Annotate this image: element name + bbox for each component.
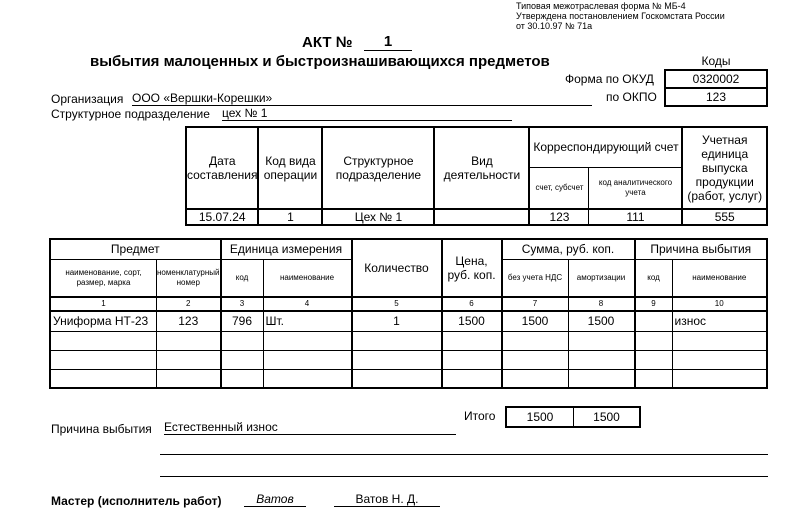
master-name: Ватов Н. Д. <box>334 492 440 507</box>
items-table <box>49 238 768 389</box>
total-amort: 1500 <box>574 407 641 427</box>
th-price: Цена, руб. коп. <box>442 239 502 297</box>
codes-table <box>664 53 768 107</box>
codes-header: Коды <box>701 54 731 68</box>
col-num-7: 7 <box>502 297 569 311</box>
act-number: 1 <box>364 33 412 51</box>
table-row <box>50 331 767 350</box>
col-num-10: 10 <box>672 297 767 311</box>
th-reason-code: код <box>635 259 673 297</box>
cell-output: 555 <box>682 209 767 225</box>
org-value: ООО «Вершки-Корешки» <box>132 91 592 106</box>
col-num-5: 5 <box>352 297 442 311</box>
table-row <box>50 311 767 331</box>
okud-value: 0320002 <box>665 70 767 88</box>
cell-date: 15.07.24 <box>186 209 258 225</box>
unit-label: Структурное подразделение <box>51 107 210 121</box>
table-row <box>50 350 767 369</box>
cell-qty: 1 <box>352 311 442 331</box>
th-measure: Единица измерения <box>221 239 352 259</box>
okud-label: Форма по ОКУД <box>565 72 654 86</box>
master-signature: Ватов <box>244 492 306 507</box>
th-activity: Вид деятельности <box>434 127 529 209</box>
reason-line-3 <box>160 462 768 477</box>
form-note-line2: Утверждена постановлением Госкомстата России <box>516 11 725 21</box>
act-label: АКТ № <box>302 34 353 51</box>
th-item-num: номенклатурный номер <box>157 259 221 297</box>
unit-value: цех № 1 <box>222 106 512 121</box>
th-sum-novat: без учета НДС <box>502 259 569 297</box>
cell-measure-name: Шт. <box>263 311 352 331</box>
th-corr-code: код аналитического учета <box>589 167 683 209</box>
th-corr-sub: счет, субсчет <box>529 167 589 209</box>
reason-value: Естественный износ <box>164 420 456 435</box>
cell-opcode: 1 <box>258 209 322 225</box>
form-note-line3: от 30.10.97 № 71а <box>516 21 593 31</box>
col-num-4: 4 <box>263 297 352 311</box>
th-reason-name: наименование <box>672 259 767 297</box>
cell-activity <box>434 209 529 225</box>
th-item-name: наименование, сорт, размер, марка <box>50 259 157 297</box>
col-num-9: 9 <box>635 297 673 311</box>
th-item: Предмет <box>50 239 221 259</box>
th-reason: Причина выбытия <box>635 239 767 259</box>
act-subtitle: выбытия малоценных и быстроизнашивающихся предметов <box>90 53 550 70</box>
cell-unit: Цех № 1 <box>322 209 434 225</box>
th-measure-code: код <box>221 259 264 297</box>
cell-measure-code: 796 <box>221 311 264 331</box>
th-sum: Сумма, руб. коп. <box>502 239 635 259</box>
cell-price: 1500 <box>442 311 502 331</box>
cell-sum-novat: 1500 <box>502 311 569 331</box>
cell-sum-amort: 1500 <box>568 311 635 331</box>
master-label: Мастер (исполнитель работ) <box>51 494 222 508</box>
reason-label: Причина выбытия <box>51 422 152 436</box>
totals-table <box>505 406 641 428</box>
th-unit: Структурное подразделение <box>322 127 434 209</box>
col-num-6: 6 <box>442 297 502 311</box>
th-output: Учетная единица выпуска продукции (работ, услуг) <box>682 127 767 209</box>
th-date: Дата составления <box>186 127 258 209</box>
col-num-1: 1 <box>50 297 157 311</box>
th-sum-amort: амортизации <box>568 259 635 297</box>
cell-item-name: Униформа НТ-23 <box>50 311 157 331</box>
total-novat: 1500 <box>506 407 574 427</box>
reason-line-2 <box>160 440 768 455</box>
org-label: Организация <box>51 92 124 106</box>
form-note-line1: Типовая межотраслевая форма № МБ-4 <box>516 1 686 11</box>
okpo-value: 123 <box>665 88 767 106</box>
cell-account: 123 <box>529 209 589 225</box>
table-row <box>50 369 767 388</box>
okpo-label: по ОКПО <box>606 90 657 104</box>
col-num-2: 2 <box>157 297 221 311</box>
form-note <box>516 1 725 31</box>
th-corr: Корреспондирующий счет <box>529 127 682 167</box>
th-measure-name: наименование <box>263 259 352 297</box>
total-label: Итого <box>464 409 496 423</box>
col-num-8: 8 <box>568 297 635 311</box>
cell-reason-name: износ <box>672 311 767 331</box>
cell-item-num: 123 <box>157 311 221 331</box>
col-num-3: 3 <box>221 297 264 311</box>
cell-code: 111 <box>589 209 683 225</box>
header-table <box>185 126 768 226</box>
th-qty: Количество <box>352 239 442 297</box>
th-opcode: Код вида операции <box>258 127 322 209</box>
cell-reason-code <box>635 311 673 331</box>
